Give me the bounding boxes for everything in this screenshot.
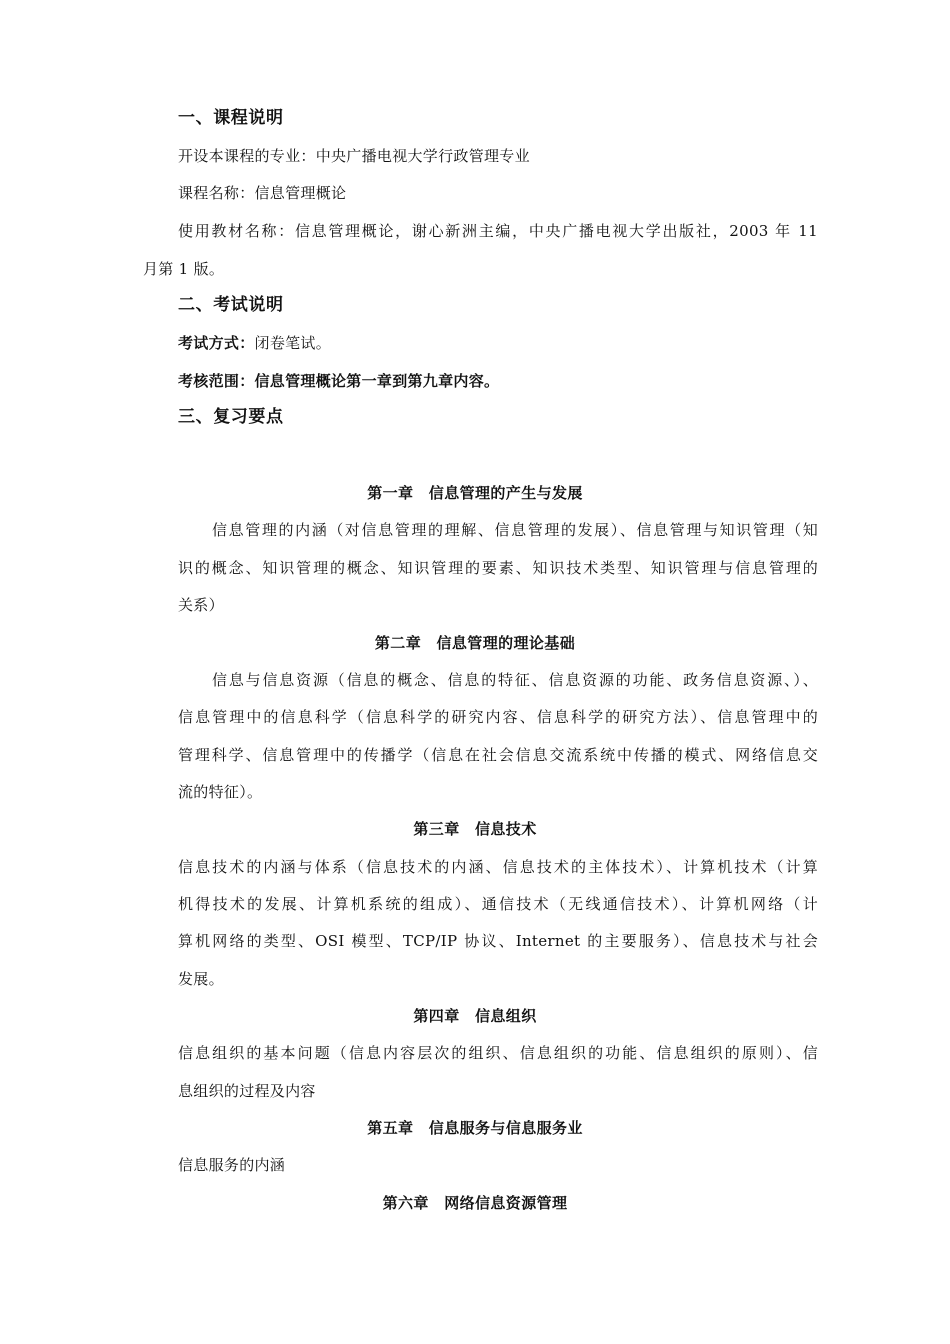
exam-mode-label: 考试方式： xyxy=(178,334,255,352)
chapter-4-line-2: 息组织的过程及内容 xyxy=(178,1082,316,1100)
chapter-3-title: 第三章 信息技术 xyxy=(413,820,537,838)
chapter-2-line-1: 信息与信息资源（信息的概念、信息的特征、信息资源的功能、政务信息资源、）、 xyxy=(212,671,818,689)
chapter-2-line-2: 信息管理中的信息科学（信息科学的研究内容、信息科学的研究方法）、信息管理中的 xyxy=(178,708,818,726)
chapter-1-line-3: 关系） xyxy=(178,596,224,614)
chapter-6-title: 第六章 网络信息资源管理 xyxy=(382,1194,568,1212)
chapter-5-title: 第五章 信息服务与信息服务业 xyxy=(367,1119,583,1137)
chapter-2-title: 第二章 信息管理的理论基础 xyxy=(374,634,576,652)
course-name-line: 课程名称：信息管理概论 xyxy=(178,184,347,202)
chapter-5-line-1: 信息服务的内涵 xyxy=(178,1156,286,1174)
chapter-1-line-2: 识的概念、知识管理的概念、知识管理的要素、知识技术类型、知识管理与信息管理的 xyxy=(178,559,818,577)
section-heading-course: 一、课程说明 xyxy=(178,108,284,128)
chapter-3-line-4: 发展。 xyxy=(178,970,224,988)
chapter-1-line-1: 信息管理的内涵（对信息管理的理解、信息管理的发展）、信息管理与知识管理（知 xyxy=(212,521,818,539)
section-heading-review: 三、复习要点 xyxy=(178,407,284,427)
section-heading-exam: 二、考试说明 xyxy=(178,295,284,315)
chapter-3-line-3: 算机网络的类型、OSI 模型、TCP/IP 协议、Internet 的主要服务）、信息技术与社会 xyxy=(178,932,819,950)
chapter-2-line-4: 流的特征）。 xyxy=(178,783,263,801)
chapter-3-line-2: 机得技术的发展、计算机系统的组成）、通信技术（无线通信技术）、计算机网络（计 xyxy=(178,895,818,913)
chapter-4-line-1: 信息组织的基本问题（信息内容层次的组织、信息组织的功能、信息组织的原则）、信 xyxy=(178,1044,818,1062)
exam-mode-value: 闭卷笔试。 xyxy=(254,334,332,352)
course-major-line: 开设本课程的专业：中央广播电视大学行政管理专业 xyxy=(178,147,530,165)
exam-mode-line xyxy=(178,333,331,353)
chapter-4-title: 第四章 信息组织 xyxy=(413,1007,537,1025)
textbook-line-2: 月第 1 版。 xyxy=(143,260,225,278)
chapter-2-line-3: 管理科学、信息管理中的传播学（信息在社会信息交流系统中传播的模式、网络信息交 xyxy=(178,746,818,764)
chapter-3-line-1: 信息技术的内涵与体系（信息技术的内涵、信息技术的主体技术）、计算机技术（计算 xyxy=(178,858,818,876)
exam-scope-line: 考核范围：信息管理概论第一章到第九章内容。 xyxy=(178,372,500,390)
chapter-1-title: 第一章 信息管理的产生与发展 xyxy=(367,484,583,502)
textbook-line-1: 使用教材名称：信息管理概论，谢心新洲主编，中央广播电视大学出版社，2003 年 11 xyxy=(178,222,818,240)
